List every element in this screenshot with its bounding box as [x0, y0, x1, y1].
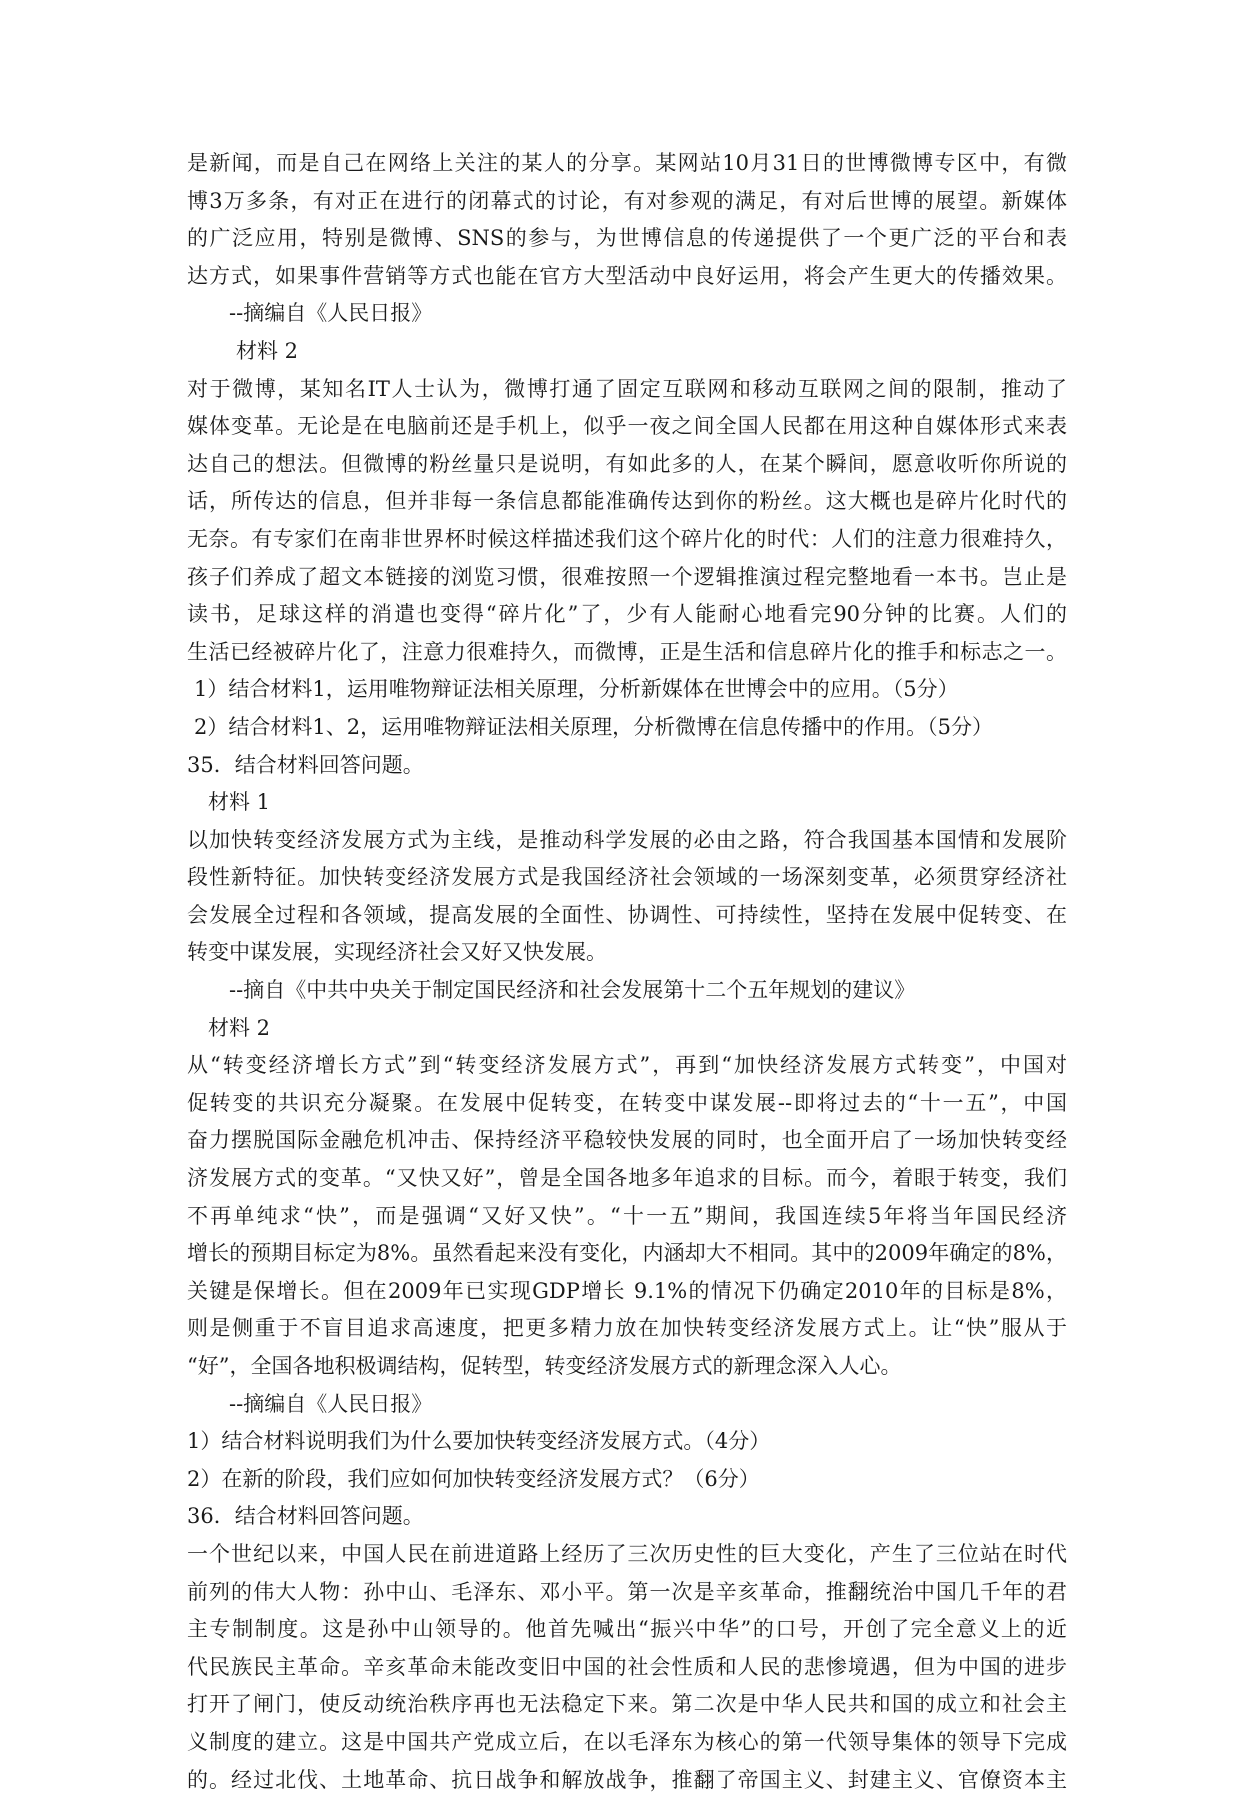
text-line: 1）结合材料1，运用唯物辩证法相关原理，分析新媒体在世博会中的应用。（5分） [194, 677, 959, 702]
text-line: --摘自《中共中央关于制定国民经济和社会发展第十二个五年规划的建议》 [229, 978, 916, 1003]
text-line: 则是侧重于不盲目追求高速度，把更多精力放在加快转变经济发展方式上。让“快”服从于 [187, 1316, 1067, 1341]
text-line: 2）结合材料1、2，运用唯物辩证法相关原理，分析微博在信息传播中的作用。（5分） [194, 714, 993, 739]
text-line: 生活已经被碎片化了，注意力很难持久，而微博，正是生活和信息碎片化的推手和标志之一。 [187, 639, 1067, 664]
text-line: 关键是保增长。但在2009年已实现GDP增长 9.1%的情况下仍确定2010年的目标是8%， [187, 1278, 1067, 1303]
text-line: 36．结合材料回答问题。 [187, 1504, 424, 1529]
text-line: 增长的预期目标定为8%。虽然看起来没有变化，内涵却大不相同。其中的2009年确定的8%， [187, 1241, 1067, 1266]
text-line: 转变中谋发展，实现经济社会又好又快发展。 [187, 940, 607, 965]
text-line: 以加快转变经济发展方式为主线，是推动科学发展的必由之路，符合我国基本国情和发展阶 [187, 827, 1067, 852]
text-line: 主专制制度。这是孙中山领导的。他首先喊出“振兴中华”的口号，开创了完全意义上的近 [187, 1617, 1067, 1642]
text-line: --摘编自《人民日报》 [229, 1391, 433, 1416]
text-line: 材料 2 [236, 338, 299, 363]
text-line: 材料 1 [208, 790, 271, 815]
text-line: 话，所传达的信息，但并非每一条信息都能准确传达到你的粉丝。这大概也是碎片化时代的 [187, 489, 1067, 514]
text-line: 的。经过北伐、土地革命、抗日战争和解放战争，推翻了帝国主义、封建主义、官僚资本主 [187, 1767, 1067, 1792]
text-line: 不再单纯求“快”，而是强调“又好又快”。“十一五”期间，我国连续5年将当年国民经济 [187, 1203, 1067, 1228]
text-line: 35．结合材料回答问题。 [187, 752, 424, 777]
text-line: --摘编自《人民日报》 [229, 301, 433, 326]
text-line: 2）在新的阶段，我们应如何加快转变经济发展方式？（6分） [187, 1466, 760, 1491]
text-line: 义制度的建立。这是中国共产党成立后，在以毛泽东为核心的第一代领导集体的领导下完成 [187, 1729, 1067, 1754]
text-line: 会发展全过程和各领域，提高发展的全面性、协调性、可持续性，坚持在发展中促转变、在 [187, 902, 1067, 927]
document-page [187, 145, 1067, 1799]
text-line: 代民族民主革命。辛亥革命未能改变旧中国的社会性质和人民的悲惨境遇，但为中国的进步 [187, 1654, 1067, 1679]
text-line: 促转变的共识充分凝聚。在发展中促转变，在转变中谋发展--即将过去的“十一五”，中国 [187, 1090, 1067, 1115]
text-line: 前列的伟大人物：孙中山、毛泽东、邓小平。第一次是辛亥革命，推翻统治中国几千年的君 [187, 1579, 1067, 1604]
text-line: 奋力摆脱国际金融危机冲击、保持经济平稳较快发展的同时，也全面开启了一场加快转变经 [187, 1128, 1067, 1153]
text-line: 段性新特征。加快转变经济发展方式是我国经济社会领域的一场深刻变革，必须贯穿经济社 [187, 865, 1067, 890]
text-line: 对于微博，某知名IT人士认为，微博打通了固定互联网和移动互联网之间的限制，推动了 [187, 376, 1067, 401]
text-line: 读书，足球这样的消遣也变得“碎片化”了，少有人能耐心地看完90分钟的比赛。人们的 [187, 602, 1067, 627]
text-line: 一个世纪以来，中国人民在前进道路上经历了三次历史性的巨大变化，产生了三位站在时代 [187, 1541, 1067, 1566]
text-line: 济发展方式的变革。“又快又好”，曾是全国各地多年追求的目标。而今，着眼于转变，我们 [187, 1166, 1067, 1191]
text-line: “好”，全国各地积极调结构，促转型，转变经济发展方式的新理念深入人心。 [187, 1354, 902, 1378]
text-line: 媒体变革。无论是在电脑前还是手机上，似乎一夜之间全国人民都在用这种自媒体形式来表 [187, 414, 1067, 439]
text-line: 的广泛应用，特别是微博、SNS的参与，为世博信息的传递提供了一个更广泛的平台和表 [187, 226, 1067, 251]
text-line: 打开了闸门，使反动统治秩序再也无法稳定下来。第二次是中华人民共和国的成立和社会主 [187, 1692, 1067, 1717]
text-line: 1）结合材料说明我们为什么要加快转变经济发展方式。（4分） [187, 1429, 771, 1454]
text-line: 从“转变经济增长方式”到“转变经济发展方式”，再到“加快经济发展方式转变”，中国对 [187, 1053, 1067, 1078]
text-line: 孩子们养成了超文本链接的浏览习惯，很难按照一个逻辑推演过程完整地看一本书。岂止是 [187, 564, 1067, 589]
text-line: 材料 2 [208, 1015, 271, 1040]
text-line: 无奈。有专家们在南非世界杯时候这样描述我们这个碎片化的时代：人们的注意力很难持久， [187, 526, 1067, 551]
text-line: 达方式，如果事件营销等方式也能在官方大型活动中良好运用，将会产生更大的传播效果。 [187, 263, 1067, 288]
text-line: 博3万多条，有对正在进行的闭幕式的讨论，有对参观的满足，有对后世博的展望。新媒体 [187, 188, 1067, 213]
text-line: 是新闻，而是自己在网络上关注的某人的分享。某网站10月31日的世博微博专区中，有微 [187, 151, 1067, 175]
text-line: 达自己的想法。但微博的粉丝量只是说明，有如此多的人，在某个瞬间，愿意收听你所说的 [187, 451, 1067, 476]
